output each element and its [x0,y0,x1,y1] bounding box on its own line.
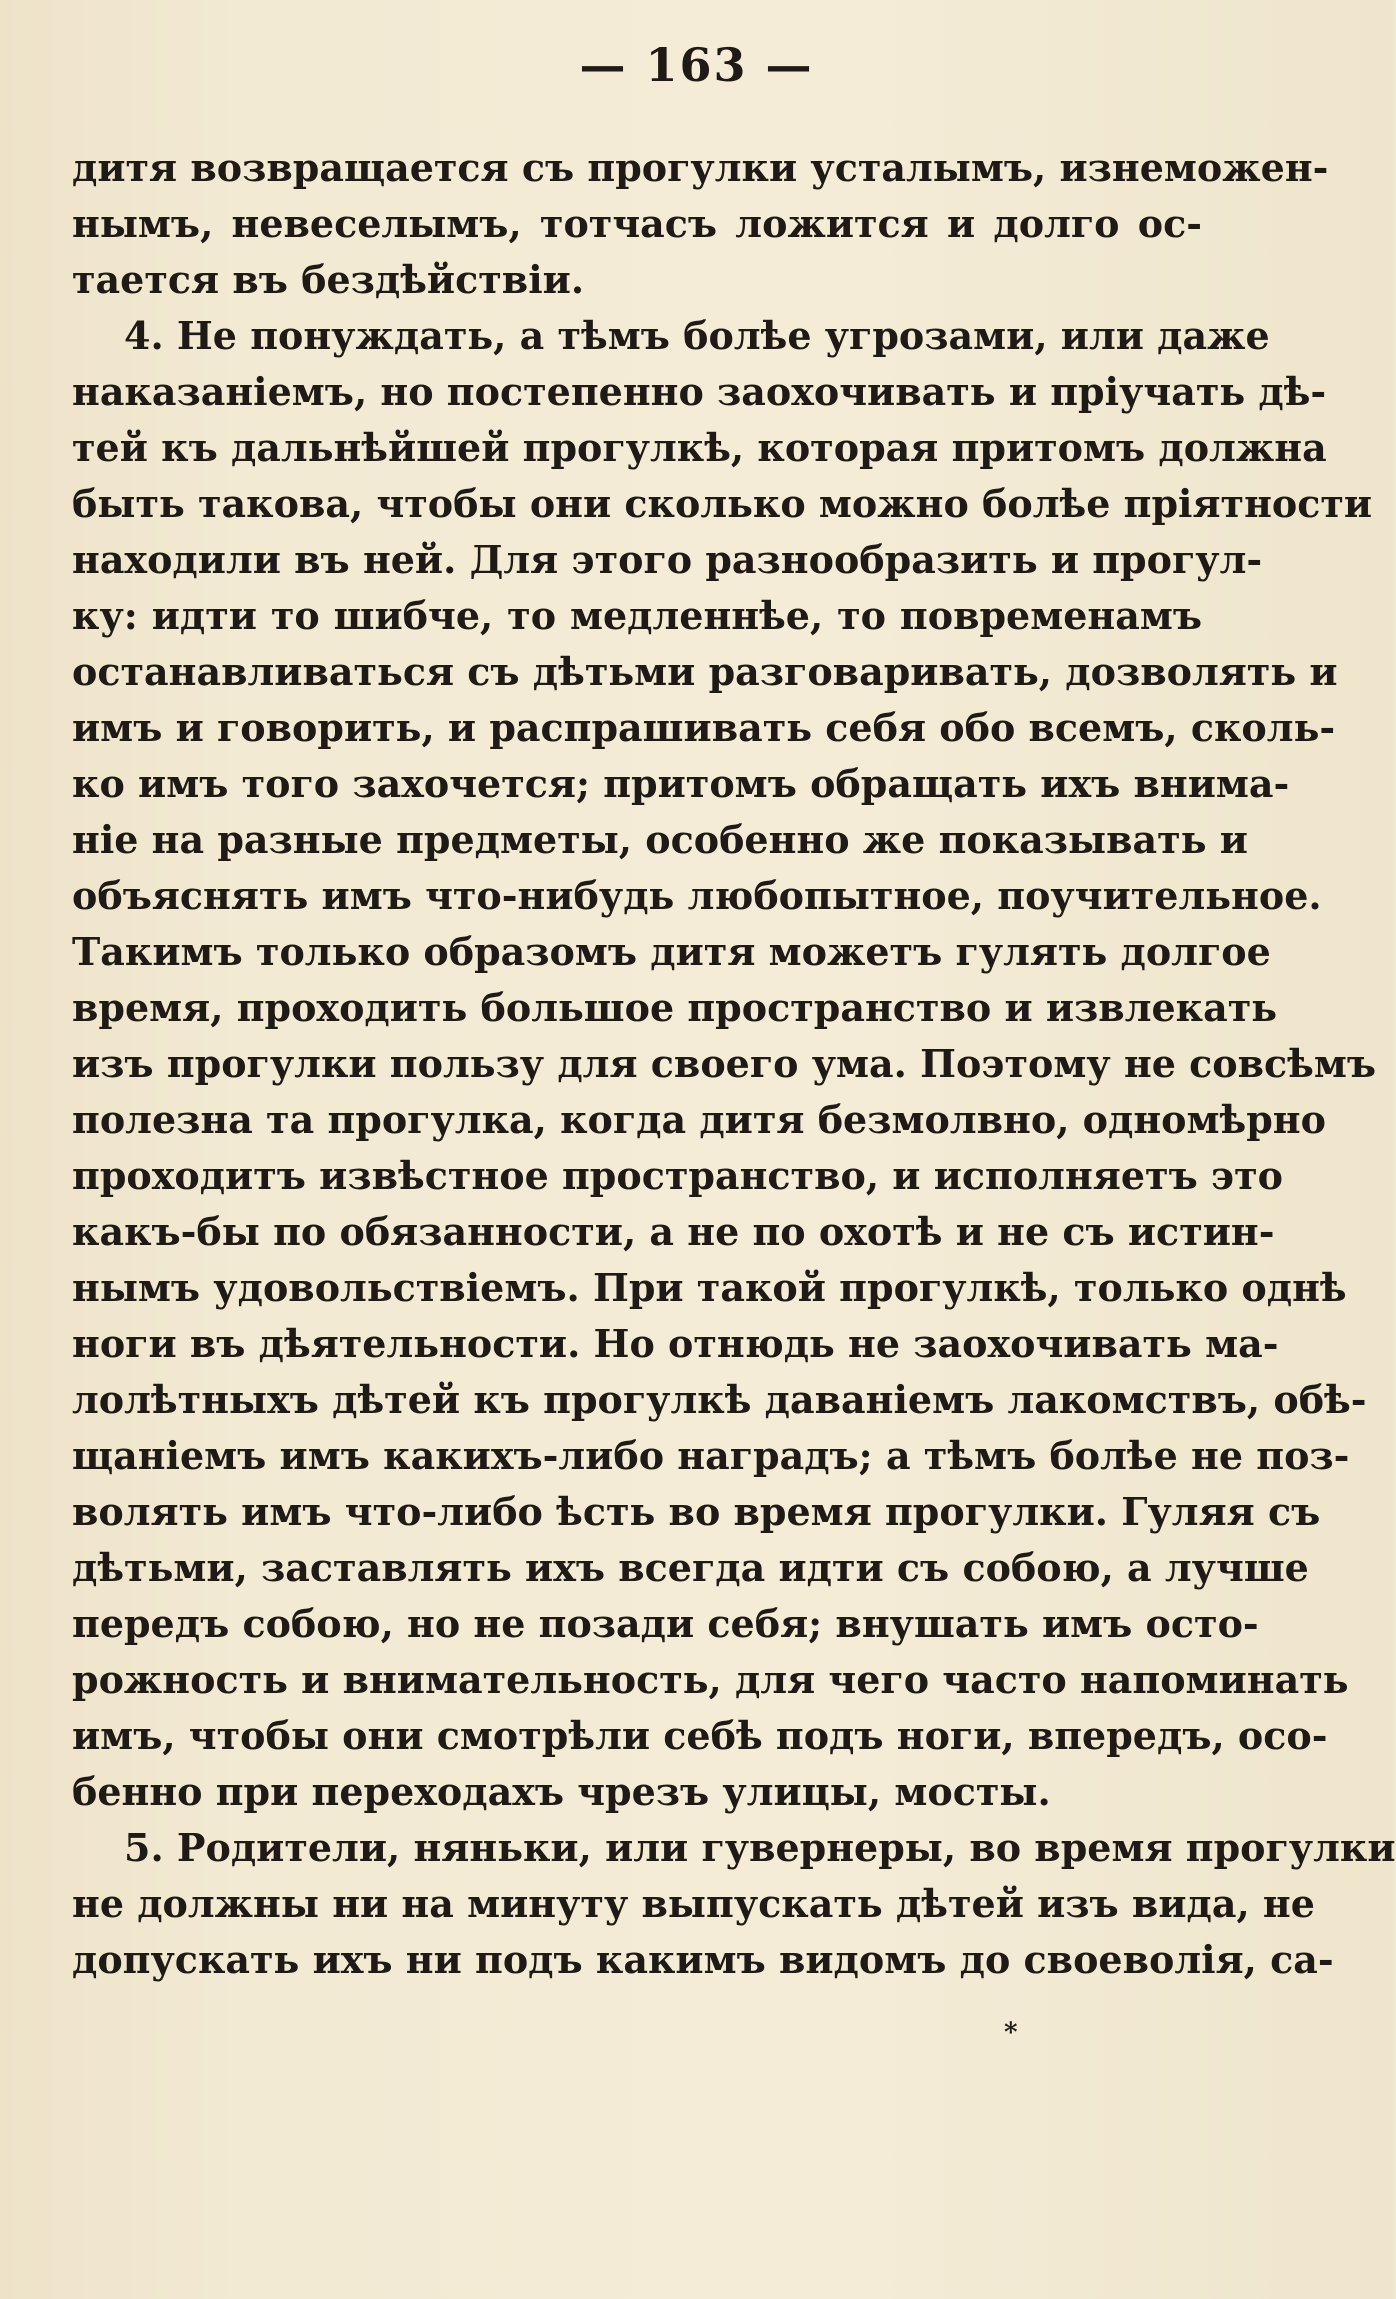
text-line: ко имъ того захочется; притомъ обращать ихъ внима- [72,761,1290,806]
text-line: передъ собою, но не позади себя; внушать имъ осто- [72,1601,1259,1646]
text-line: Такимъ только образомъ дитя можетъ гулять долгое [72,929,1271,974]
text-line: бенно при переходахъ чрезъ улицы, мосты. [72,1769,1051,1814]
text-line: имъ, чтобы они смотрѣли себѣ подъ ноги, впередъ, осо- [72,1713,1328,1758]
text-line: допускать ихъ ни подъ какимъ видомъ до своеволія, са- [72,1937,1334,1982]
text-line: имъ и говорить, и распрашивать себя обо всемъ, сколь- [72,705,1336,750]
text-line: полезна та прогулка, когда дитя безмолвно, одномѣрно [72,1097,1326,1142]
text-line: щаніемъ имъ какихъ-либо наградъ; а тѣмъ болѣе не поз- [72,1433,1350,1478]
text-line: нымъ, невеселымъ, тотчасъ ложится и долго ос- [72,201,1202,246]
text-line: быть такова, чтобы они сколько можно болѣе пріятности [72,481,1373,526]
text-line: какъ-бы по обязанности, а не по охотѣ и не съ истин- [72,1209,1275,1254]
paragraph-4-start: 4. Не понуждать, а тѣмъ болѣе угрозами, или даже [124,313,1270,358]
text-line: лолѣтныхъ дѣтей къ прогулкѣ даваніемъ лакомствъ, обѣ- [72,1377,1367,1422]
text-line: тей къ дальнѣйшей прогулкѣ, которая притомъ должна [72,425,1327,470]
body-text [72,140,1396,1988]
paragraph-5-start: 5. Родители, няньки, или гувернеры, во время прогулки [124,1825,1396,1870]
text-line: тается въ бездѣйствіи. [72,257,585,302]
text-line: нымъ удовольствіемъ. При такой прогулкѣ, только однѣ [72,1265,1347,1310]
text-line: останавливаться съ дѣтьми разговаривать, дозволять и [72,649,1338,694]
page-number-header: — 163 — [579,38,814,92]
text-line: дѣтьми, заставлять ихъ всегда идти съ собою, а лучше [72,1545,1309,1590]
text-line: объяснять имъ что-нибудь любопытное, поучительное. [72,873,1322,918]
text-line: не должны ни на минуту выпускать дѣтей изъ вида, не [72,1881,1315,1926]
text-line: ноги въ дѣятельности. Но отнюдь не заохочивать ма- [72,1321,1279,1366]
text-line: находили въ ней. Для этого разнообразить и прогул- [72,537,1263,582]
signature-mark: * [1004,2018,1018,2048]
text-line: ніе на разные предметы, особенно же показывать и [72,817,1248,862]
text-line: изъ прогулки пользу для своего ума. Поэтому не совсѣмъ [72,1041,1377,1086]
text-line: рожность и внимательность, для чего часто напоминать [72,1657,1349,1702]
text-line: наказаніемъ, но постепенно заохочивать и пріучать дѣ- [72,369,1327,414]
text-line: дитя возвращается съ прогулки усталымъ, изнеможен- [72,145,1329,190]
text-line: проходитъ извѣстное пространство, и исполняетъ это [72,1153,1283,1198]
text-line: ку: идти то шибче, то медленнѣе, то повременамъ [72,593,1202,638]
text-line: волять имъ что-либо ѣсть во время прогулки. Гуляя съ [72,1489,1321,1534]
text-line: время, проходить большое пространство и извлекать [72,985,1278,1030]
